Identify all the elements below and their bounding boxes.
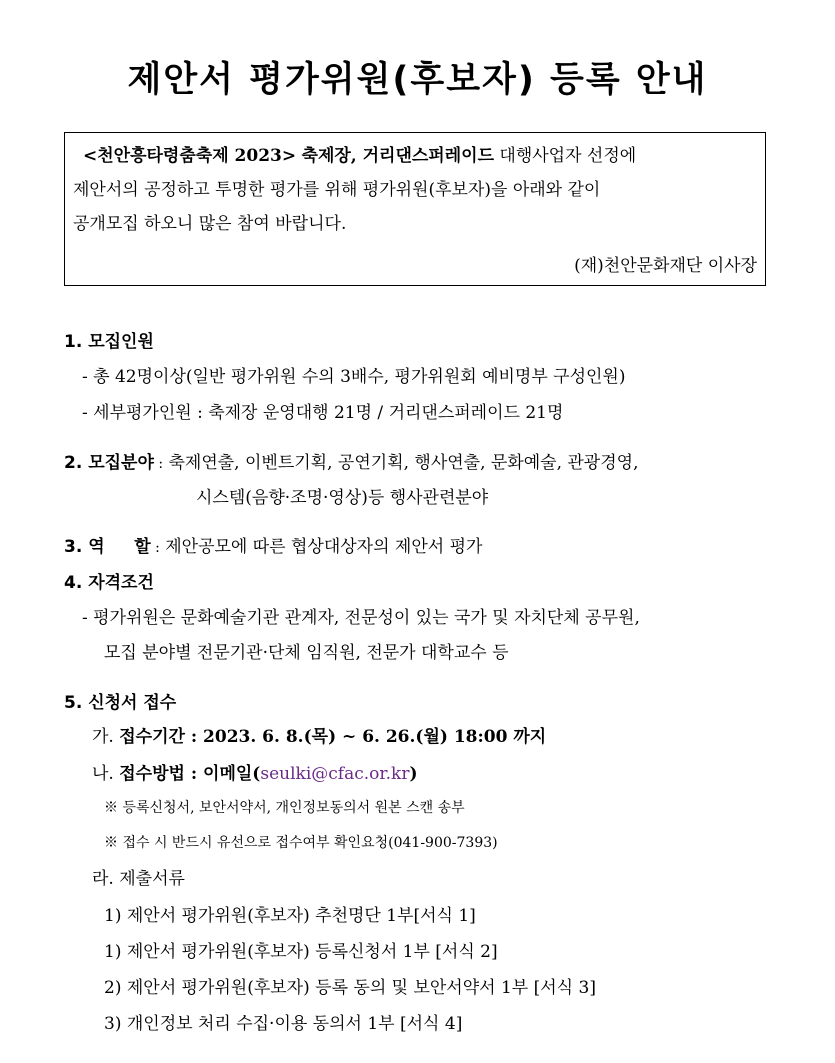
note-phone: ※ 접수 시 반드시 유선으로 접수여부 확인요청(041-900-7393) bbox=[104, 835, 498, 851]
reception-method bbox=[92, 759, 418, 784]
event-names: 축제장, 거리댄스퍼레이드 bbox=[301, 146, 494, 166]
document-item-4: 3) 개인정보 처리 수집·이용 동의서 1부 [서식 4] bbox=[104, 1014, 463, 1034]
intro-line-2: 제안서의 공정하고 투명한 평가를 위해 평가위원(후보자)을 아래와 같이 bbox=[73, 180, 601, 200]
section-4-line-1: - 평가위원은 문화예술기관 관계자, 전문성이 있는 국가 및 자치단체 공무원, bbox=[82, 608, 640, 628]
signature: (재)천안문화재단 이사장 bbox=[574, 256, 757, 276]
reception-method-label: 접수방법 : 이메일( bbox=[119, 764, 261, 784]
section-2-line-1: 축제연출, 이벤트기획, 공연기획, 행사연출, 문화예술, 관광경영, bbox=[168, 453, 639, 473]
document-item-1: 1) 제안서 평가위원(후보자) 추천명단 1부[서식 1] bbox=[104, 906, 476, 926]
document-item-2: 1) 제안서 평가위원(후보자) 등록신청서 1부 [서식 2] bbox=[104, 942, 498, 962]
section-4-line-2: 모집 분야별 전문기관·단체 임직원, 전문가 대학교수 등 bbox=[104, 643, 509, 663]
reception-period-text: 접수기간 : 2023. 6. 8.(목) ~ 6. 26.(월) 18:00 까지 bbox=[119, 727, 547, 747]
reception-period-prefix: 가. bbox=[92, 727, 114, 747]
section-2-row-1 bbox=[64, 448, 638, 473]
section-3-text: 제안공모에 따른 협상대상자의 제안서 평가 bbox=[165, 537, 483, 557]
section-4-heading: 4. 자격조건 bbox=[64, 573, 154, 593]
page-title: 제안서 평가위원(후보자) 등록 안내 bbox=[127, 60, 708, 100]
section-1-item-1: - 총 42명이상(일반 평가위원 수의 3배수, 평가위원회 예비명부 구성인원) bbox=[82, 367, 626, 387]
section-1-heading: 1. 모집인원 bbox=[64, 332, 154, 352]
reception-method-prefix: 나. bbox=[92, 764, 114, 784]
reception-period bbox=[92, 722, 546, 747]
section-2-separator: : bbox=[153, 456, 164, 472]
section-2-heading: 2. 모집분야 bbox=[64, 453, 154, 473]
section-3-row bbox=[64, 532, 482, 557]
intro-line-3: 공개모집 하오니 많은 참여 바랍니다. bbox=[73, 214, 347, 234]
section-3-heading: 3. 역 할 bbox=[64, 537, 151, 557]
document-item-3: 2) 제안서 평가위원(후보자) 등록 동의 및 보안서약서 1부 [서식 3] bbox=[104, 978, 596, 998]
section-3-separator: : bbox=[150, 540, 160, 556]
section-5-heading: 5. 신청서 접수 bbox=[64, 693, 177, 713]
documents-heading: 라. 제출서류 bbox=[92, 869, 185, 889]
note-scan: ※ 등록신청서, 보안서약서, 개인정보동의서 원본 스캔 송부 bbox=[104, 800, 465, 816]
intro-box bbox=[64, 132, 766, 286]
contact-email-link[interactable]: seulki@cfac.or.kr bbox=[260, 764, 410, 784]
section-2-line-2: 시스템(음향·조명·영상)등 행사관련분야 bbox=[196, 488, 489, 508]
section-1-item-2: - 세부평가인원 : 축제장 운영대행 21명 / 거리댄스퍼레이드 21명 bbox=[82, 403, 564, 423]
intro-line-1-rest: 대행사업자 선정에 bbox=[499, 146, 637, 166]
intro-line-1 bbox=[73, 139, 757, 173]
reception-method-close: ) bbox=[409, 764, 418, 784]
festival-name: <천안흥타령춤축제 2023> bbox=[83, 146, 297, 166]
